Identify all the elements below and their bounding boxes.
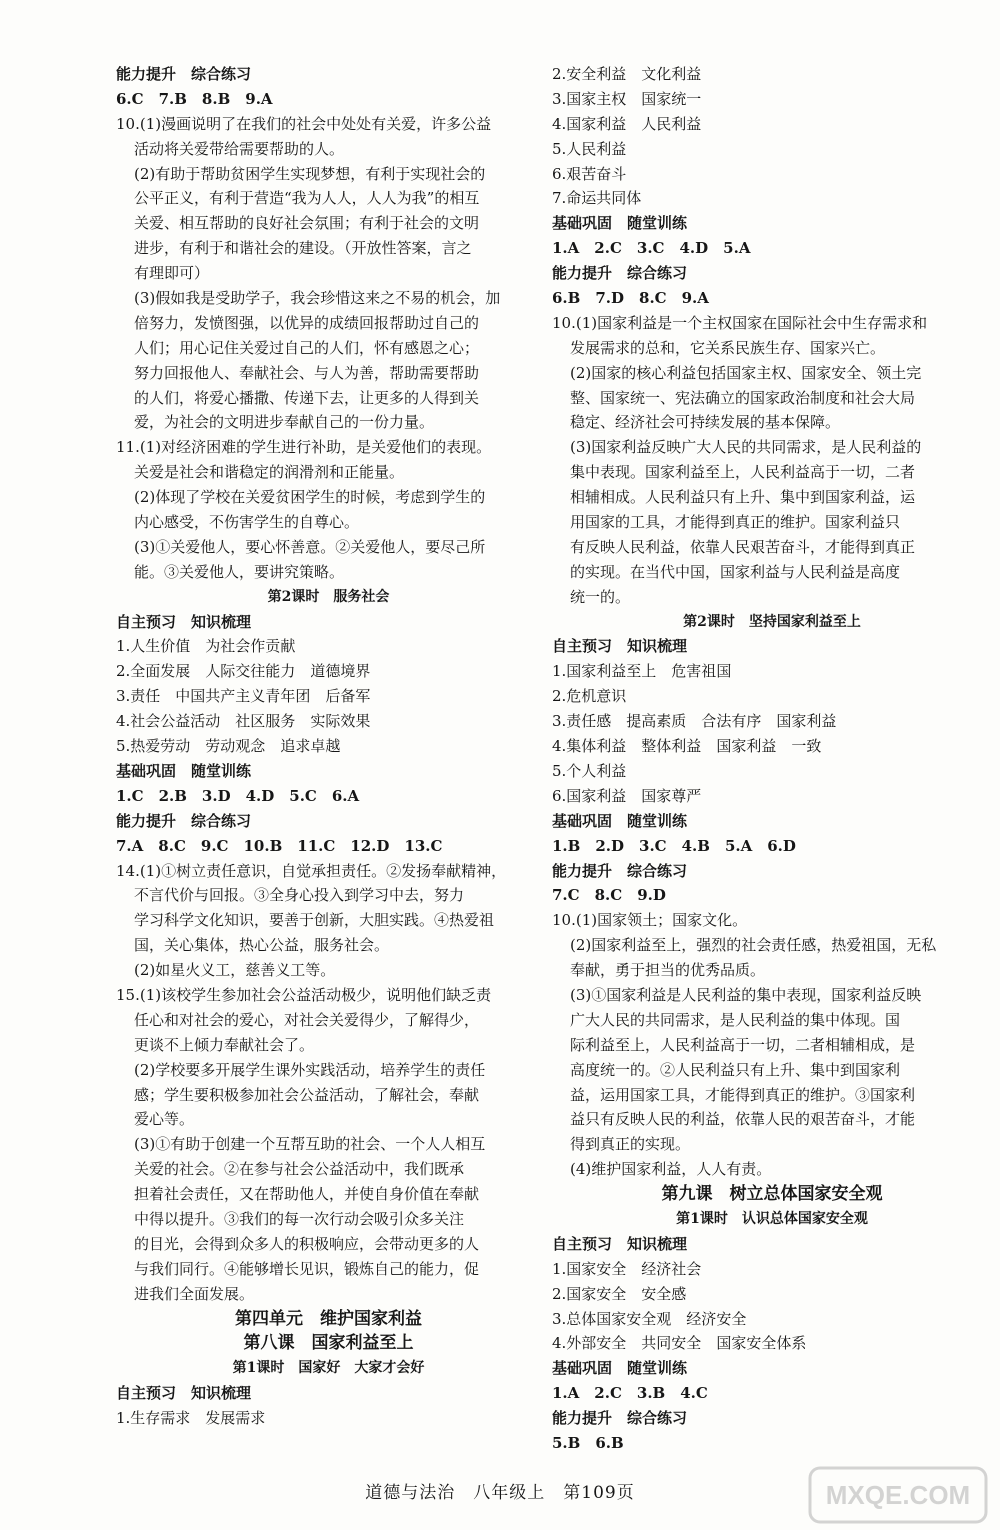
right-column-line: 5.个人利益 [552,761,627,780]
right-column-line: 集中表现。国家利益至上，人民利益高于一切，二者 [570,463,916,482]
right-column-line: 7.C 8.C 9.D [552,886,666,905]
left-column-line: (2)有助于帮助贫困学生实现梦想，有利于实现社会的 [134,164,486,183]
left-column-line: (3)①有助于创建一个互帮互助的社会、一个人人相互 [134,1135,486,1154]
right-column-line: 益，运用国家工具，才能得到真正的维护。③国家利 [570,1085,916,1104]
left-column-line: 7.A 8.C 9.C 10.B 11.C 12.D 13.C [116,836,443,855]
right-column-line: 6.国家利益 国家尊严 [552,786,702,805]
right-column-line: 能力提升 综合练习 [552,264,688,283]
right-column-line: 第2课时 坚持国家利益至上 [683,613,861,630]
left-column-line: 关爱的社会。②在参与社会公益活动中，我们既承 [134,1160,465,1179]
left-column-line: 6.C 7.B 8.B 9.A [116,89,273,108]
left-column-line: 关爱是社会和谐稳定的润滑剂和正能量。 [134,463,405,482]
right-column-line: 6.B 7.D 8.C 9.A [552,289,709,308]
right-column-line: 1.A 2.C 3.C 4.D 5.A [552,239,751,258]
right-column-line: (3)国家利益反映广大人民的共同需求，是人民利益的 [570,438,922,457]
right-column-line: 用国家的工具，才能得到真正的维护。国家利益只 [570,513,901,532]
left-column-line: (3)①关爱他人，要心怀善意。②关爱他人，要尽己所 [134,537,486,556]
left-column-line: 5.热爱劳动 劳动观念 追求卓越 [116,737,341,756]
left-column-line: (2)如星火义工，慈善义工等。 [134,961,336,980]
right-column-line: 广大人民的共同需求，是人民利益的集中体现。国 [570,1010,901,1029]
right-column-line: 自主预习 知识梳理 [552,1234,688,1253]
right-column-line: 第九课 树立总体国家安全观 [661,1184,883,1205]
right-column-line: 10.(1)国家领土；国家文化。 [552,911,748,930]
left-column-line: 的人们，将爱心播撒、传递下去，让更多的人得到关 [134,388,480,407]
left-column-line: 内心感受，不伤害学生的自尊心。 [134,513,360,532]
left-column-line: 1.人生价值 为社会作贡献 [116,637,296,656]
right-column-line: 高度统一的。②人民利益只有上升、集中到国家利 [570,1060,901,1079]
right-column-line: 1.A 2.C 3.B 4.C [552,1384,708,1403]
left-column-line: 不言代价与回报。③全身心投入到学习中去，努力 [134,886,465,905]
right-column-line: 基础巩固 随堂训练 [552,214,688,233]
right-column-line: 自主预习 知识梳理 [552,637,688,656]
left-column-line: 第2课时 服务社会 [267,588,390,605]
right-column-line: 6.艰苦奋斗 [552,164,627,183]
right-column-line: (4)维护国家利益，人人有责。 [570,1160,772,1179]
left-column [116,62,541,1431]
left-column-line: 第1课时 国家好 大家才会好 [232,1360,425,1377]
right-column-line: 能力提升 综合练习 [552,861,688,880]
right-column-line: 整、国家统一、宪法确立的国家政治制度和社会大局 [570,388,916,407]
right-column-line: 3.责任感 提高素质 合法有序 国家利益 [552,712,837,731]
left-column-line: (3)假如我是受助学子，我会珍惜这来之不易的机会，加 [134,289,501,308]
right-column-line: (2)国家利益至上，强烈的社会责任感，热爱祖国，无私 [570,936,937,955]
left-column-line: 进我们全面发展。 [134,1284,255,1303]
left-column-line: 能力提升 综合练习 [116,65,252,83]
left-column-line: 14.(1)①树立责任意识，自觉承担责任。②发扬奉献精神， [116,861,507,880]
right-column-line: 4.国家利益 人民利益 [552,114,702,133]
left-column-line: 基础巩固 随堂训练 [116,761,252,780]
left-column-line: 自主预习 知识梳理 [116,612,252,631]
right-column-line: 第1课时 认识总体国家安全观 [676,1210,868,1227]
left-column-line: 进步，有利于和谐社会的建设。（开放性答案，言之 [134,239,472,258]
right-column-line: 1.国家利益至上 危害祖国 [552,662,732,681]
left-column-line: 中得以提升。③我们的每一次行动会吸引众多关注 [134,1209,465,1228]
left-column-line: 努力回报他人、奉献社会、与人为善，帮助需要帮助 [134,363,480,382]
left-column-line: 的目光，会得到众多人的积极响应，会带动更多的人 [134,1234,480,1253]
left-column-line: 有理即可） [134,264,210,283]
right-column-line: 2.危机意识 [552,687,627,706]
right-column-line: 基础巩固 随堂训练 [552,811,688,830]
right-column-line: 5.人民利益 [552,139,627,158]
left-column-line: 关爱、相互帮助的良好社会氛围；有利于社会的文明 [134,214,480,233]
right-column [552,62,992,1456]
right-column-line: 相辅相成。人民利益只有上升、集中到国家利益，运 [570,488,916,507]
left-column-line: 任心和对社会的爱心，对社会关爱得少，了解得少， [134,1010,480,1029]
right-column-line: 3.国家主权 国家统一 [552,89,702,108]
watermark-text: MXQE.COM [825,1480,971,1510]
right-column-line: 统一的。 [570,587,631,606]
right-column-line: 3.总体国家安全观 经济安全 [552,1309,747,1328]
left-column-line: (2)学校要多开展学生课外实践活动，培养学生的责任 [134,1060,486,1079]
left-column-line: 2.全面发展 人际交往能力 道德境界 [116,662,371,681]
right-column-line: 5.B 6.B [552,1433,624,1452]
right-column-line: 7.命运共同体 [552,189,642,208]
watermark-logo [808,1466,988,1524]
right-column-line: (2)国家的核心利益包括国家主权、国家安全、领土完 [570,363,922,382]
left-column-line: (2)体现了学校在关爱贫困学生的时候，考虑到学生的 [134,488,486,507]
right-column-line: 基础巩固 随堂训练 [552,1359,688,1378]
right-column-line: 4.集体利益 整体利益 国家利益 一致 [552,737,822,756]
left-column-line: 更谈不上倾力奉献社会了。 [134,1035,315,1054]
right-column-line: 能力提升 综合练习 [552,1409,688,1428]
left-column-line: 自主预习 知识梳理 [116,1384,252,1403]
left-column-line: 1.C 2.B 3.D 4.D 5.C 6.A [116,786,360,805]
right-column-line: (3)①国家利益是人民利益的集中表现，国家利益反映 [570,985,922,1004]
left-column-line: 15.(1)该校学生参加社会公益活动极少，说明他们缺乏责 [116,985,492,1004]
left-column-line: 10.(1)漫画说明了在我们的社会中处处有关爱，许多公益 [116,114,492,133]
right-column-line: 1.B 2.D 3.C 4.B 5.A 6.D [552,836,796,855]
left-column-line: 感；学生要积极参加社会公益活动，了解社会，奉献 [134,1085,480,1104]
right-column-line: 有反映人民利益，依靠人民艰苦奋斗，才能得到真正 [570,537,916,556]
left-column-line: 爱，为社会的文明进步奉献自己的一份力量。 [134,413,435,432]
right-column-line: 2.安全利益 文化利益 [552,65,702,83]
left-column-line: 1.生存需求 发展需求 [116,1409,266,1428]
right-column-line: 际利益至上，人民利益高于一切，二者相辅相成，是 [570,1035,916,1054]
left-column-line: 第八课 国家利益至上 [243,1333,414,1354]
right-column-line: 奉献，勇于担当的优秀品质。 [570,961,766,980]
footer-text: 道德与法治 八年级上 第109页 [365,1483,635,1503]
left-column-line: 与我们同行。④能够增长见识，锻炼自己的能力，促 [134,1259,480,1278]
right-column-line: 的实现。在当代中国，国家利益与人民利益是高度 [570,562,901,581]
left-column-line: 人们；用心记住关爱过自己的人们，怀有感恩之心； [134,338,480,357]
right-column-line: 稳定、经济社会可持续发展的基本保障。 [570,413,841,432]
right-column-line: 益只有反映人民的利益，依靠人民的艰苦奋斗，才能 [570,1110,916,1129]
left-column-line: 能。③关爱他人，要讲究策略。 [134,562,345,581]
left-column-line: 3.责任 中国共产主义青年团 后备军 [116,687,371,706]
left-column-line: 担着社会责任，又在帮助他人，并使自身价值在奉献 [134,1185,480,1204]
left-column-line: 爱心等。 [134,1110,195,1129]
left-column-line: 国，关心集体，热心公益，服务社会。 [134,936,390,955]
left-column-line: 4.社会公益活动 社区服务 实际效果 [116,712,371,731]
left-column-line: 能力提升 综合练习 [116,811,252,830]
left-column-line: 活动将关爱带给需要帮助的人。 [134,139,345,158]
left-column-line: 第四单元 维护国家利益 [235,1308,422,1329]
left-column-line: 学习科学文化知识，要善于创新，大胆实践。④热爱祖 [134,911,495,930]
right-column-line: 2.国家安全 安全感 [552,1284,687,1303]
right-column-line: 10.(1)国家利益是一个主权国家在国际社会中生存需求和 [552,313,928,332]
left-column-line: 倍努力，发愤图强，以优异的成绩回报帮助过自己的 [134,313,480,332]
right-column-line: 4.外部安全 共同安全 国家安全体系 [552,1334,807,1353]
right-column-line: 1.国家安全 经济社会 [552,1259,702,1278]
right-column-line: 发展需求的总和，它关系民族生存、国家兴亡。 [570,338,886,357]
left-column-line: 公平正义，有利于营造“我为人人，人人为我”的相互 [134,189,480,208]
left-column-line: 11.(1)对经济困难的学生进行补助，是关爱他们的表现。 [116,438,492,457]
right-column-line: 得到真正的实现。 [570,1135,691,1154]
